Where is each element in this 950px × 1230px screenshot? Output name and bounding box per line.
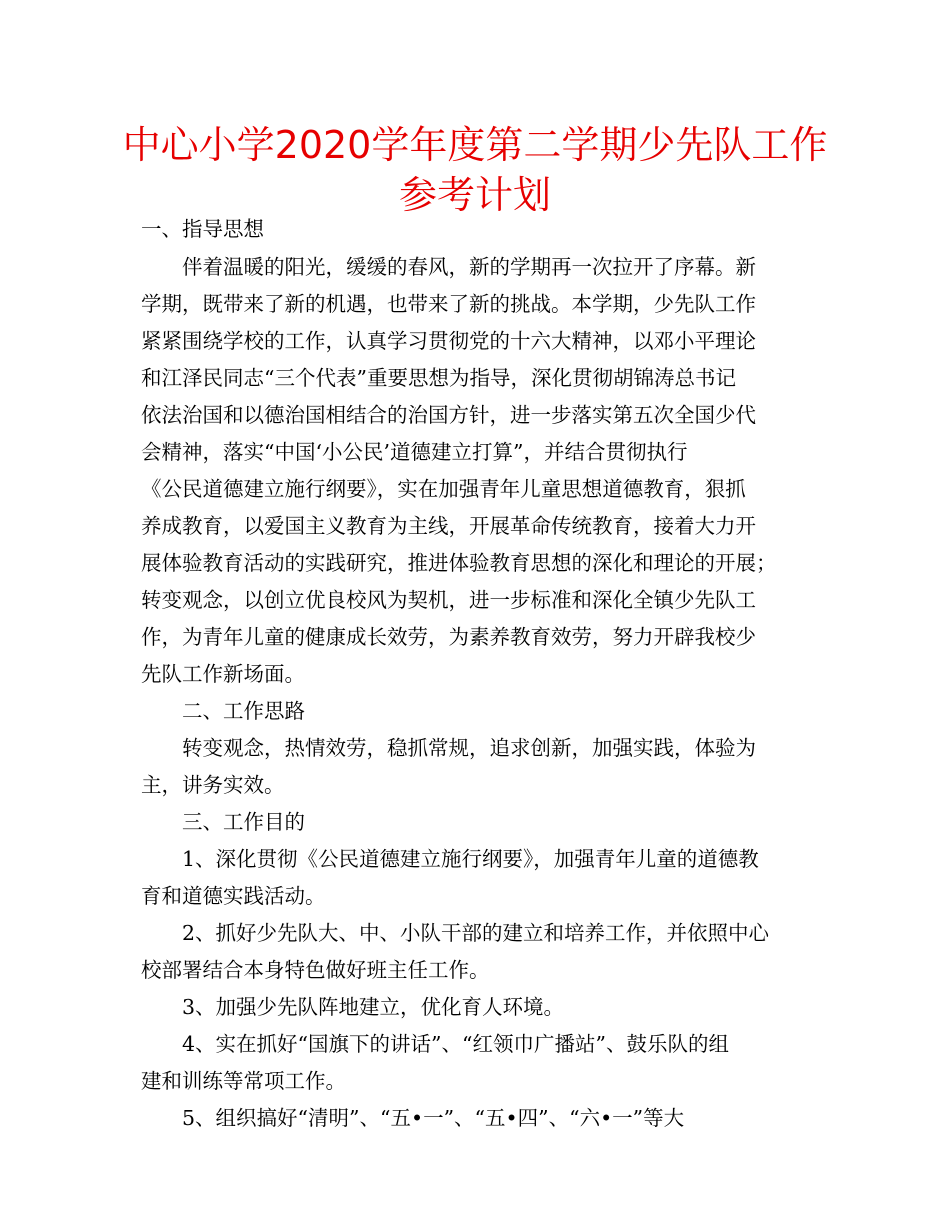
list-item-line: 4、实在抓好“国旗下的讲话”、“红领巾广播站”、鼓乐队的组 xyxy=(141,1032,729,1056)
list-item-line: 2、抓好少先队大、中、小队干部的建立和培养工作，并依照中心 xyxy=(141,921,770,945)
section-heading-guiding-ideology: 一、指导思想 xyxy=(141,217,264,241)
body-text-line: 和江泽民同志“三个代表”重要思想为指导，深化贯彻胡锦涛总书记 xyxy=(141,366,736,390)
section-heading-work-goals: 三、工作目的 xyxy=(141,810,305,834)
body-text-line: 转变观念，热情效劳，稳抓常规，追求创新，加强实践，体验为 xyxy=(141,736,756,760)
list-item-line: 建和训练等常项工作。 xyxy=(141,1069,346,1093)
body-text-line: 《公民道德建立施行纲要》，实在加强青年儿童思想道德教育，狠抓 xyxy=(141,477,746,501)
document-title-line-1: 中心小学2020学年度第二学期少先队工作 xyxy=(122,123,828,167)
section-heading-work-approach: 二、工作思路 xyxy=(141,699,305,723)
body-text-line: 依法治国和以德治国相结合的治国方针，进一步落实第五次全国少代 xyxy=(141,403,756,427)
body-text-line: 学期，既带来了新的机遇，也带来了新的挑战。本学期，少先队工作 xyxy=(141,292,756,316)
body-text-line: 先队工作新场面。 xyxy=(141,662,305,686)
body-text-line: 主，讲务实效。 xyxy=(141,773,285,797)
body-text-line: 会精神，落实“中国‘小公民’道德建立打算”，并结合贯彻执行 xyxy=(141,440,688,464)
list-item-line: 3、加强少先队阵地建立，优化育人环境。 xyxy=(141,995,565,1019)
body-text-line: 作，为青年儿童的健康成长效劳，为素养教育效劳，努力开辟我校少 xyxy=(141,625,756,649)
list-item-line: 1、深化贯彻《公民道德建立施行纲要》，加强青年儿童的道德教 xyxy=(141,847,759,871)
body-text-line: 展体验教育活动的实践研究，推进体验教育思想的深化和理论的开展； xyxy=(141,551,777,575)
document-title-line-2: 参考计划 xyxy=(398,173,551,217)
body-text-line: 伴着温暖的阳光，缓缓的春风，新的学期再一次拉开了序幕。新 xyxy=(141,255,756,279)
body-text-line: 紧紧围绕学校的工作，认真学习贯彻党的十六大精神，以邓小平理论 xyxy=(141,329,756,353)
body-text-line: 转变观念，以创立优良校风为契机，进一步标准和深化全镇少先队工 xyxy=(141,588,756,612)
list-item-line: 育和道德实践活动。 xyxy=(141,884,326,908)
list-item-line: 5、组织搞好“清明”、“五•一”、“五•四”、“六•一”等大 xyxy=(141,1106,685,1130)
list-item-line: 校部署结合本身特色做好班主任工作。 xyxy=(141,958,490,982)
body-text-line: 养成教育，以爱国主义教育为主线，开展革命传统教育，接着大力开 xyxy=(141,514,756,538)
